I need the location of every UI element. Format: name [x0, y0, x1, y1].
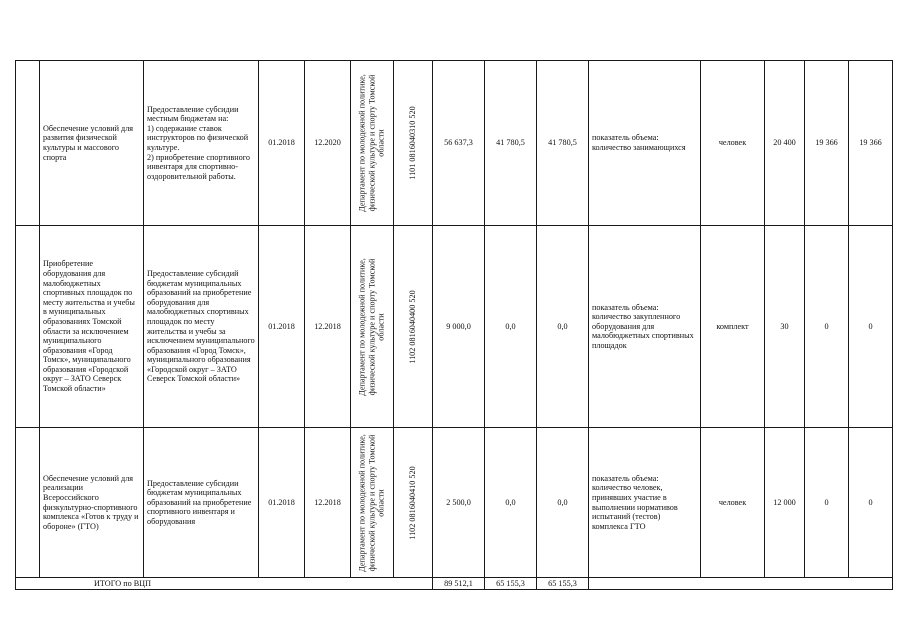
executor-text: Департамент по молодежной политике, физической культуре и спорту Томской области — [357, 433, 386, 572]
total-sum-a-cell: 65 155,3 — [485, 578, 537, 590]
activity-cell: Предоставление субсидии местным бюджетам на: 1) содержание ставок инструкторов по физической культуре. 2) приобретение спортивного инвентаря для спортивно-оздоровительной работы. — [144, 61, 259, 226]
kbk-cell — [394, 226, 433, 428]
start-date-cell: 01.2018 — [259, 61, 305, 226]
row-number-cell — [16, 61, 40, 226]
executor-text: Департамент по молодежной политике, физической культуре и спорту Томской области — [357, 257, 386, 396]
value-1-cell: 12 000 — [765, 428, 805, 578]
value-2-cell: 0 — [805, 226, 849, 428]
sum-total-cell: 9 000,0 — [433, 226, 485, 428]
total-label-cell — [16, 578, 433, 590]
value-1-cell: 30 — [765, 226, 805, 428]
total-sum-total-cell: 89 512,1 — [433, 578, 485, 590]
indicator-cell: показатель объема: количество человек, принявших участие в выполнении нормативов испытаний (тестов) комплекса ГТО — [589, 428, 701, 578]
kbk-cell — [394, 61, 433, 226]
unit-cell: человек — [701, 61, 765, 226]
row-number-cell — [16, 226, 40, 428]
measure-cell: Обеспечение условий для реализации Всероссийского физкультурно-спортивного комплекса «Готов к труду и обороне» (ГТО) — [40, 428, 144, 578]
sum-total-cell: 2 500,0 — [433, 428, 485, 578]
budget-table-wrap — [15, 60, 893, 590]
value-1-cell: 20 400 — [765, 61, 805, 226]
indicator-cell: показатель объема: количество занимающихся — [589, 61, 701, 226]
executor-cell — [351, 428, 394, 578]
sum-a-cell: 0,0 — [485, 226, 537, 428]
start-date-cell: 01.2018 — [259, 428, 305, 578]
measure-cell: Приобретение оборудования для малобюджетных спортивных площадок по месту жительства и учебы в муниципальных образованиях Томской области за исключением муниципального образования «Город Томск», муниципального образования «Городской округ – ЗАТО Северск Томской области» — [40, 226, 144, 428]
total-empty-cell — [589, 578, 893, 590]
total-sum-b-cell: 65 155,3 — [537, 578, 589, 590]
table-row — [16, 428, 893, 578]
value-3-cell: 0 — [849, 226, 893, 428]
sum-b-cell: 0,0 — [537, 428, 589, 578]
budget-table — [15, 60, 893, 590]
sum-a-cell: 0,0 — [485, 428, 537, 578]
kbk-cell — [394, 428, 433, 578]
total-row — [16, 578, 893, 590]
sum-b-cell: 0,0 — [537, 226, 589, 428]
activity-cell: Предоставление субсидий бюджетам муниципальных образований на приобретение оборудования для малобюджетных спортивных площадок по месту жительства и учебы за исключением муниципального образования «Город Томск», муниципального образования «Городской округ – ЗАТО Северск Томской области» — [144, 226, 259, 428]
indicator-cell: показатель объема: количество закупленного оборудования для малобюджетных спортивных площадок — [589, 226, 701, 428]
end-date-cell: 12.2018 — [305, 428, 351, 578]
measure-cell: Обеспечение условий для развития физической культуры и массового спорта — [40, 61, 144, 226]
sum-a-cell: 41 780,5 — [485, 61, 537, 226]
value-3-cell: 19 366 — [849, 61, 893, 226]
value-3-cell: 0 — [849, 428, 893, 578]
executor-cell — [351, 61, 394, 226]
sum-total-cell: 56 637,3 — [433, 61, 485, 226]
end-date-cell: 12.2018 — [305, 226, 351, 428]
row-number-cell — [16, 428, 40, 578]
kbk-text: 1102 0816040400 520 — [408, 289, 418, 364]
kbk-text: 1101 0816040310 520 — [408, 106, 418, 180]
kbk-text: 1102 0816040410 520 — [408, 465, 418, 540]
value-2-cell: 0 — [805, 428, 849, 578]
value-2-cell: 19 366 — [805, 61, 849, 226]
start-date-cell: 01.2018 — [259, 226, 305, 428]
table-row — [16, 226, 893, 428]
end-date-cell: 12.2020 — [305, 61, 351, 226]
unit-cell: человек — [701, 428, 765, 578]
unit-cell: комплект — [701, 226, 765, 428]
table-row — [16, 61, 893, 226]
sum-b-cell: 41 780,5 — [537, 61, 589, 226]
executor-cell — [351, 226, 394, 428]
activity-cell: Предоставление субсидии бюджетам муниципальных образований на приобретение спортивного инвентаря и оборудования — [144, 428, 259, 578]
executor-text: Департамент по молодежной политике, физической культуре и спорту Томской области — [357, 74, 386, 212]
total-label: ИТОГО по ВЦП — [93, 578, 152, 588]
